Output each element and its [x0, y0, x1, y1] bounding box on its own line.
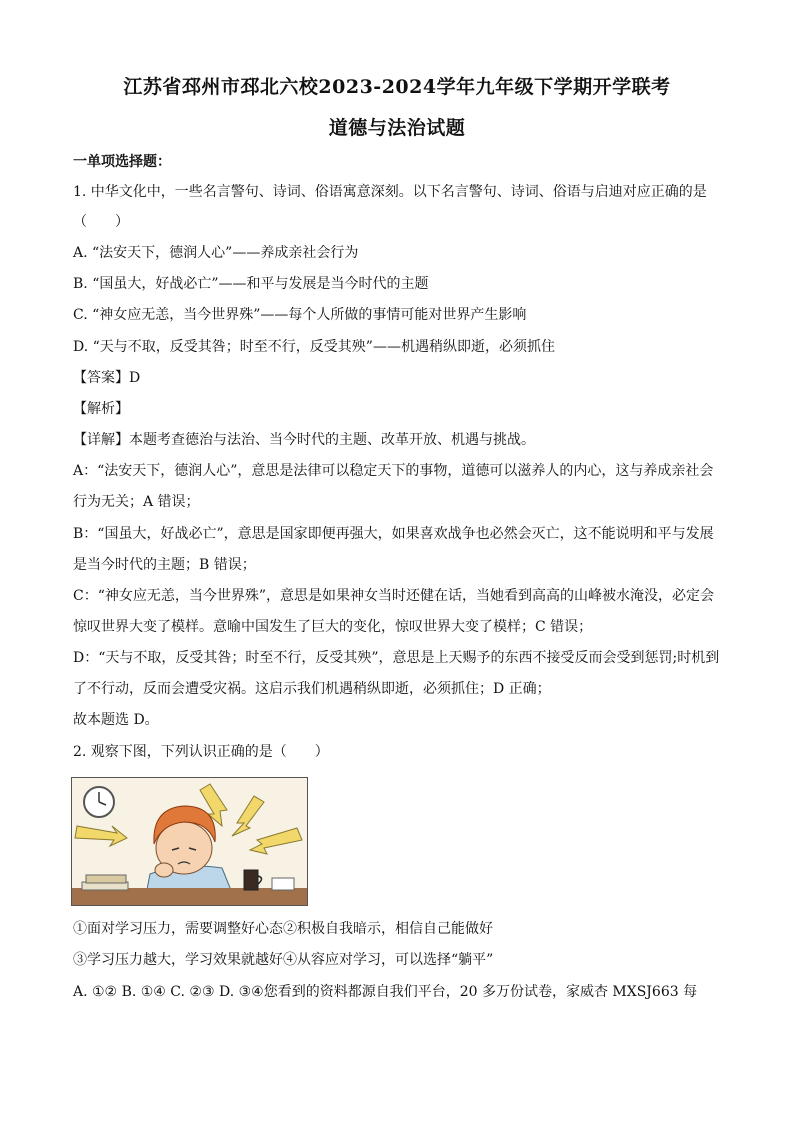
stressed-student-illustration [71, 777, 308, 906]
q1-explain-b-2: 是当今时代的主题；B 错误； [73, 557, 256, 573]
q1-explain-d-2: 了不行动，反而会遭受灾祸。这启示我们机遇稍纵即逝，必须抓住；D 正确； [73, 681, 551, 697]
clock-icon [84, 787, 114, 817]
q1-option-d: D. “天与不取，反受其咎；时至不行，反受其殃”——机遇稍纵即逝，必须抓住 [73, 339, 555, 355]
q1-explain-a-2: 行为无关；A 错误； [73, 494, 200, 510]
q1-answer: 【答案】D [73, 370, 141, 386]
q2-statements-1: ①面对学习压力，需要调整好心态②积极自我暗示，相信自己能做好 [73, 921, 493, 937]
q1-explain-c-1: C：“神女应无恙，当今世界殊”，意思是如果神女当时还健在话，当她看到高高的山峰被水淹没，必定会 [73, 588, 715, 604]
page-subtitle: 道德与法治试题 [328, 117, 466, 139]
q1-stem: 1. 中华文化中，一些名言警句、诗词、俗语寓意深刻。以下名言警句、诗词、俗语与启迪对应正确的是 [73, 184, 707, 200]
q1-analysis-label: 【解析】 [73, 401, 129, 417]
q1-detail: 【详解】本题考查德治与法治、当今时代的主题、改革开放、机遇与挑战。 [73, 432, 535, 448]
q2-options: A. ①② B. ①④ C. ②③ D. ③④您看到的资料都源自我们平台，20 多万份试卷，家威杏 MXSJ663 每 [73, 984, 698, 1000]
q1-option-a: A. “法安天下，德润人心”——养成亲社会行为 [73, 245, 359, 261]
q1-explain-a-1: A：“法安天下，德润人心”，意思是法律可以稳定天下的事物，道德可以滋养人的内心，这与养成亲社会 [73, 463, 714, 479]
q1-explain-d-1: D：“天与不取，反受其咎；时至不行，反受其殃”，意思是上天赐予的东西不接受反而会受到惩罚;时机到 [73, 650, 720, 666]
section-heading: 一单项选择题： [73, 154, 171, 170]
q2-statements-2: ③学习压力越大，学习效果就越好④从容应对学习，可以选择“躺平” [73, 952, 494, 968]
q2-stem: 2. 观察下图，下列认识正确的是（ ） [73, 744, 329, 760]
q1-option-c: C. “神女应无恙，当今世界殊”——每个人所做的事情可能对世界产生影响 [73, 307, 527, 323]
q1-option-b: B. “国虽大，好战必亡”——和平与发展是当今时代的主题 [73, 276, 429, 292]
page-title: 江苏省邳州市邳北六校2023-2024学年九年级下学期开学联考 [123, 76, 671, 98]
q1-explain-c-2: 惊叹世界大变了模样。意喻中国发生了巨大的变化，惊叹世界大变了模样；C 错误； [73, 619, 593, 635]
q1-explain-b-1: B：“国虽大，好战必亡”，意思是国家即便再强大，如果喜欢战争也必然会灭亡，这不能说明和平与发展 [73, 526, 714, 542]
q1-stem-blank: （ ） [73, 214, 129, 230]
q1-conclusion: 故本题选 D。 [73, 712, 159, 728]
